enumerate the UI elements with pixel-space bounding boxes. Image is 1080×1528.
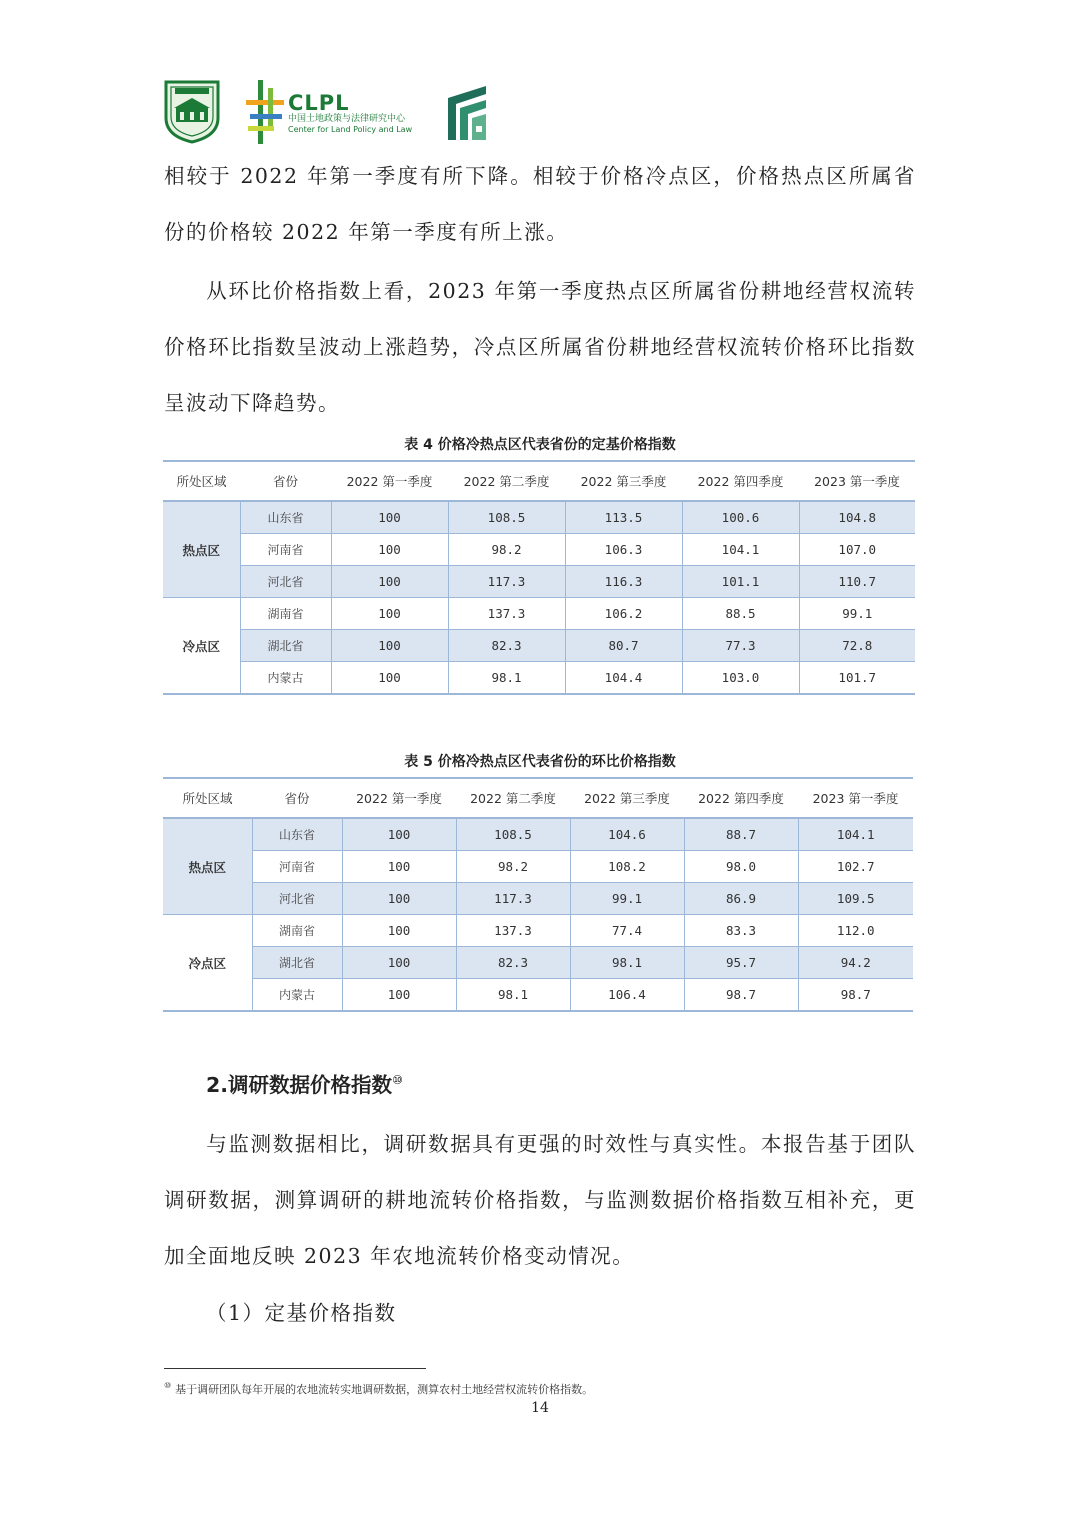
province-cell: 河北省 [252,883,342,915]
table5-caption: 表 5 价格冷热点区代表省份的环比价格指数 [404,754,676,770]
value-cell: 108.2 [570,851,684,883]
value-cell: 94.2 [798,947,913,979]
table-row [163,851,913,883]
value-cell: 107.0 [799,534,915,566]
value-cell: 110.7 [799,566,915,598]
table4-header-cell: 2022 第一季度 [331,461,448,501]
value-cell: 100 [331,598,448,630]
table5-header-cell: 2022 第三季度 [570,778,684,818]
value-cell: 101.7 [799,662,915,695]
university-emblem-icon [162,78,222,144]
value-cell: 113.5 [565,501,682,534]
table5-header-row [163,778,913,818]
value-cell: 98.1 [570,947,684,979]
table5-header-cell: 省份 [252,778,342,818]
clpl-en-name: Center for Land Policy and Law [288,125,413,134]
province-cell: 湖北省 [240,630,331,662]
table-row [163,501,915,534]
clpl-text [288,92,412,135]
value-cell: 104.4 [565,662,682,695]
value-cell: 100 [342,979,456,1012]
table-row [163,947,913,979]
clpl-mark-icon [246,80,286,144]
table4-header-cell: 2022 第二季度 [448,461,565,501]
table4-header-cell: 2023 第一季度 [799,461,915,501]
value-cell: 99.1 [799,598,915,630]
province-cell: 内蒙古 [252,979,342,1012]
table4-header-cell: 2022 第三季度 [565,461,682,501]
province-cell: 河北省 [240,566,331,598]
table-row [163,598,915,630]
value-cell: 102.7 [798,851,913,883]
province-cell: 湖北省 [252,947,342,979]
paragraph-survey-data-text: 与监测数据相比，调研数据具有更强的时效性与真实性。本报告基于团队调研数据，测算调研的耕地流转价格指数，与监测数据价格指数互相补充，更加全面地反映 2023 年农地流转价格变动情况。 [164,1132,916,1268]
value-cell: 82.3 [456,947,570,979]
table4-header-cell: 所处区域 [163,461,240,501]
value-cell: 100 [342,883,456,915]
value-cell: 104.8 [799,501,915,534]
paragraph-survey-data [164,1116,916,1284]
value-cell: 100 [331,630,448,662]
value-cell: 103.0 [682,662,799,695]
table-row [163,534,915,566]
value-cell: 100 [331,662,448,695]
value-cell: 109.5 [798,883,913,915]
value-cell: 77.3 [682,630,799,662]
table4-header-cell: 省份 [240,461,331,501]
value-cell: 106.3 [565,534,682,566]
value-cell: 98.1 [448,662,565,695]
value-cell: 104.6 [570,818,684,851]
value-cell: 100 [342,818,456,851]
clpl-logo [246,80,426,146]
table-row [163,979,913,1012]
value-cell: 100 [342,947,456,979]
value-cell: 98.1 [456,979,570,1012]
value-cell: 100.6 [682,501,799,534]
table4-caption: 表 4 价格冷热点区代表省份的定基价格指数 [404,437,676,453]
region-cell-hot: 热点区 [163,818,252,915]
section-heading-text: 2.调研数据价格指数 [206,1073,393,1097]
table-row [163,818,913,851]
table-row [163,883,913,915]
value-cell: 137.3 [456,915,570,947]
table-row [163,566,915,598]
province-cell: 湖南省 [252,915,342,947]
value-cell: 100 [331,534,448,566]
value-cell: 86.9 [684,883,798,915]
value-cell: 98.7 [684,979,798,1012]
value-cell: 100 [331,566,448,598]
footnote-mark: ⑩ [164,1381,172,1391]
section-heading [206,1068,403,1098]
value-cell: 117.3 [448,566,565,598]
clpl-name: CLPL [288,91,350,115]
value-cell: 116.3 [565,566,682,598]
region-cell-cold: 冷点区 [163,915,252,1012]
table5-chain-index [163,777,913,1012]
value-cell: 100 [342,851,456,883]
table5-header-cell: 2022 第一季度 [342,778,456,818]
value-cell: 98.7 [798,979,913,1012]
value-cell: 83.3 [684,915,798,947]
paragraph-chain-index-text: 从环比价格指数上看，2023 年第一季度热点区所属省份耕地经营权流转价格环比指数呈波动上涨趋势，冷点区所属省份耕地经营权流转价格环比指数呈波动下降趋势。 [164,279,916,415]
value-cell: 80.7 [565,630,682,662]
value-cell: 100 [342,915,456,947]
table-row [163,630,915,662]
table5-header-cell: 所处区域 [163,778,252,818]
province-cell: 内蒙古 [240,662,331,695]
table-row [163,915,913,947]
subsection-heading: （1）定基价格指数 [206,1301,397,1325]
value-cell: 112.0 [798,915,913,947]
value-cell: 98.0 [684,851,798,883]
value-cell: 117.3 [456,883,570,915]
value-cell: 108.5 [448,501,565,534]
institute-logo-icon [446,84,492,140]
table4-header-cell: 2022 第四季度 [682,461,799,501]
footnote-divider [164,1368,426,1369]
value-cell: 108.5 [456,818,570,851]
province-cell: 山东省 [252,818,342,851]
value-cell: 106.2 [565,598,682,630]
province-cell: 河南省 [240,534,331,566]
value-cell: 104.1 [798,818,913,851]
table-row [163,662,915,695]
table5-header-cell: 2023 第一季度 [798,778,913,818]
value-cell: 82.3 [448,630,565,662]
region-cell-cold: 冷点区 [163,598,240,695]
table4-fixed-base-index [163,460,915,695]
region-cell-hot: 热点区 [163,501,240,598]
value-cell: 104.1 [682,534,799,566]
page-number: 14 [531,1400,549,1416]
province-cell: 湖南省 [240,598,331,630]
table5-header-cell: 2022 第二季度 [456,778,570,818]
value-cell: 77.4 [570,915,684,947]
value-cell: 106.4 [570,979,684,1012]
province-cell: 山东省 [240,501,331,534]
value-cell: 98.2 [456,851,570,883]
province-cell: 河南省 [252,851,342,883]
value-cell: 72.8 [799,630,915,662]
value-cell: 95.7 [684,947,798,979]
clpl-cn-name: 中国土地政策与法律研究中心 [288,114,406,124]
footnote [164,1381,593,1397]
value-cell: 98.2 [448,534,565,566]
value-cell: 137.3 [448,598,565,630]
value-cell: 88.5 [682,598,799,630]
footnote-ref: ⑩ [392,1073,403,1088]
paragraph-chain-index [164,263,916,431]
paragraph-continuation: 相较于 2022 年第一季度有所下降。相较于价格冷点区，价格热点区所属省份的价格较 2022 年第一季度有所上涨。 [164,164,916,244]
value-cell: 101.1 [682,566,799,598]
value-cell: 100 [331,501,448,534]
footnote-text: 基于调研团队每年开展的农地流转实地调研数据，测算农村土地经营权流转价格指数。 [175,1383,594,1396]
table5-header-cell: 2022 第四季度 [684,778,798,818]
table4-header-row [163,461,915,501]
value-cell: 99.1 [570,883,684,915]
value-cell: 88.7 [684,818,798,851]
